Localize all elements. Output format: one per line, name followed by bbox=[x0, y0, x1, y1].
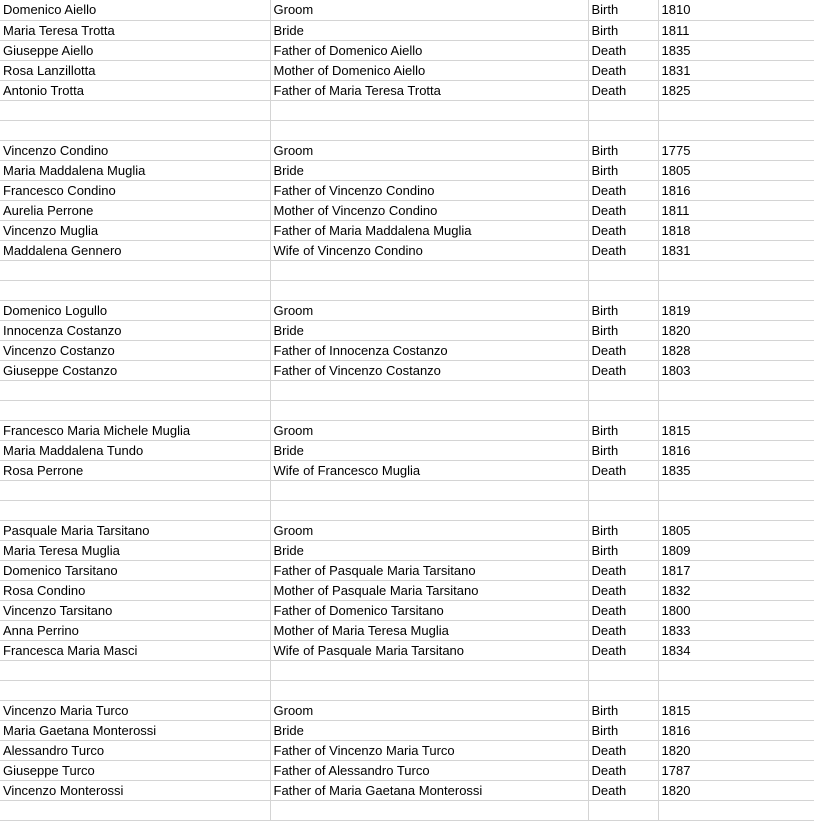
event-cell[interactable] bbox=[588, 280, 658, 300]
table-row bbox=[0, 760, 814, 780]
role-cell[interactable]: Father of Vincenzo Condino bbox=[270, 180, 588, 200]
year-cell[interactable]: 1819 bbox=[658, 300, 814, 320]
role-cell[interactable]: Mother of Pasquale Maria Tarsitano bbox=[270, 580, 588, 600]
table-row bbox=[0, 640, 814, 660]
table-row bbox=[0, 200, 814, 220]
name-cell[interactable]: Aurelia Perrone bbox=[0, 200, 270, 220]
event-cell[interactable]: Death bbox=[588, 460, 658, 480]
name-cell[interactable]: Domenico Aiello bbox=[0, 0, 270, 20]
name-cell[interactable]: Domenico Tarsitano bbox=[0, 560, 270, 580]
name-cell[interactable]: Francesco Maria Michele Muglia bbox=[0, 420, 270, 440]
event-cell[interactable]: Birth bbox=[588, 140, 658, 160]
event-cell[interactable] bbox=[588, 680, 658, 700]
role-cell[interactable]: Groom bbox=[270, 140, 588, 160]
table-row bbox=[0, 500, 814, 520]
event-cell[interactable]: Birth bbox=[588, 20, 658, 40]
table-row bbox=[0, 560, 814, 580]
table-row bbox=[0, 660, 814, 680]
event-cell[interactable] bbox=[588, 100, 658, 120]
event-cell[interactable] bbox=[588, 500, 658, 520]
name-cell[interactable] bbox=[0, 100, 270, 120]
table-row bbox=[0, 300, 814, 320]
role-cell[interactable]: Father of Maria Maddalena Muglia bbox=[270, 220, 588, 240]
year-cell[interactable] bbox=[658, 100, 814, 120]
table-row bbox=[0, 720, 814, 740]
year-cell[interactable]: 1815 bbox=[658, 700, 814, 720]
event-cell[interactable]: Death bbox=[588, 240, 658, 260]
table-row bbox=[0, 140, 814, 160]
name-cell[interactable]: Vincenzo Monterossi bbox=[0, 780, 270, 800]
role-cell[interactable] bbox=[270, 400, 588, 420]
event-cell[interactable]: Death bbox=[588, 740, 658, 760]
year-cell[interactable] bbox=[658, 120, 814, 140]
name-cell[interactable]: Vincenzo Muglia bbox=[0, 220, 270, 240]
role-cell[interactable]: Father of Alessandro Turco bbox=[270, 760, 588, 780]
table-row bbox=[0, 40, 814, 60]
role-cell[interactable]: Father of Maria Teresa Trotta bbox=[270, 80, 588, 100]
event-cell[interactable]: Death bbox=[588, 620, 658, 640]
name-cell[interactable]: Vincenzo Condino bbox=[0, 140, 270, 160]
role-cell[interactable] bbox=[270, 280, 588, 300]
role-cell[interactable] bbox=[270, 800, 588, 820]
role-cell[interactable] bbox=[270, 120, 588, 140]
year-cell[interactable]: 1787 bbox=[658, 760, 814, 780]
year-cell[interactable] bbox=[658, 480, 814, 500]
event-cell[interactable]: Birth bbox=[588, 540, 658, 560]
event-cell[interactable]: Death bbox=[588, 220, 658, 240]
year-cell[interactable]: 1816 bbox=[658, 180, 814, 200]
table-row bbox=[0, 280, 814, 300]
name-cell[interactable] bbox=[0, 480, 270, 500]
name-cell[interactable]: Maria Maddalena Tundo bbox=[0, 440, 270, 460]
table-row bbox=[0, 80, 814, 100]
table-row bbox=[0, 160, 814, 180]
year-cell[interactable] bbox=[658, 680, 814, 700]
name-cell[interactable] bbox=[0, 800, 270, 820]
name-cell[interactable]: Antonio Trotta bbox=[0, 80, 270, 100]
event-cell[interactable]: Death bbox=[588, 560, 658, 580]
year-cell[interactable]: 1810 bbox=[658, 0, 814, 20]
year-cell[interactable]: 1834 bbox=[658, 640, 814, 660]
role-cell[interactable] bbox=[270, 660, 588, 680]
year-cell[interactable]: 1831 bbox=[658, 60, 814, 80]
name-cell[interactable]: Giuseppe Turco bbox=[0, 760, 270, 780]
name-cell[interactable] bbox=[0, 500, 270, 520]
role-cell[interactable]: Father of Innocenza Costanzo bbox=[270, 340, 588, 360]
name-cell[interactable]: Maddalena Gennero bbox=[0, 240, 270, 260]
role-cell[interactable]: Father of Domenico Aiello bbox=[270, 40, 588, 60]
table-row bbox=[0, 680, 814, 700]
role-cell[interactable] bbox=[270, 100, 588, 120]
table-row bbox=[0, 120, 814, 140]
event-cell[interactable]: Death bbox=[588, 180, 658, 200]
role-cell[interactable]: Father of Vincenzo Maria Turco bbox=[270, 740, 588, 760]
event-cell[interactable]: Birth bbox=[588, 300, 658, 320]
year-cell[interactable]: 1835 bbox=[658, 40, 814, 60]
name-cell[interactable]: Vincenzo Costanzo bbox=[0, 340, 270, 360]
event-cell[interactable] bbox=[588, 260, 658, 280]
year-cell[interactable]: 1820 bbox=[658, 320, 814, 340]
year-cell[interactable]: 1828 bbox=[658, 340, 814, 360]
year-cell[interactable] bbox=[658, 400, 814, 420]
table-row bbox=[0, 440, 814, 460]
event-cell[interactable] bbox=[588, 400, 658, 420]
name-cell[interactable] bbox=[0, 260, 270, 280]
event-cell[interactable]: Birth bbox=[588, 320, 658, 340]
name-cell[interactable]: Giuseppe Aiello bbox=[0, 40, 270, 60]
year-cell[interactable]: 1818 bbox=[658, 220, 814, 240]
year-cell[interactable]: 1809 bbox=[658, 540, 814, 560]
year-cell[interactable]: 1805 bbox=[658, 160, 814, 180]
role-cell[interactable]: Groom bbox=[270, 420, 588, 440]
event-cell[interactable]: Death bbox=[588, 360, 658, 380]
name-cell[interactable]: Rosa Lanzillotta bbox=[0, 60, 270, 80]
table-row bbox=[0, 360, 814, 380]
table-row bbox=[0, 260, 814, 280]
event-cell[interactable]: Death bbox=[588, 200, 658, 220]
role-cell[interactable]: Bride bbox=[270, 540, 588, 560]
table-row bbox=[0, 800, 814, 820]
name-cell[interactable]: Pasquale Maria Tarsitano bbox=[0, 520, 270, 540]
year-cell[interactable] bbox=[658, 660, 814, 680]
name-cell[interactable]: Francesca Maria Masci bbox=[0, 640, 270, 660]
role-cell[interactable] bbox=[270, 480, 588, 500]
name-cell[interactable] bbox=[0, 120, 270, 140]
name-cell[interactable]: Francesco Condino bbox=[0, 180, 270, 200]
role-cell[interactable]: Bride bbox=[270, 20, 588, 40]
year-cell[interactable]: 1816 bbox=[658, 720, 814, 740]
table-row bbox=[0, 520, 814, 540]
table-row bbox=[0, 240, 814, 260]
name-cell[interactable] bbox=[0, 680, 270, 700]
role-cell[interactable]: Mother of Maria Teresa Muglia bbox=[270, 620, 588, 640]
event-cell[interactable]: Death bbox=[588, 580, 658, 600]
role-cell[interactable]: Bride bbox=[270, 720, 588, 740]
year-cell[interactable]: 1820 bbox=[658, 780, 814, 800]
table-row bbox=[0, 60, 814, 80]
event-cell[interactable]: Death bbox=[588, 40, 658, 60]
name-cell[interactable]: Domenico Logullo bbox=[0, 300, 270, 320]
table-row bbox=[0, 340, 814, 360]
event-cell[interactable]: Death bbox=[588, 760, 658, 780]
event-cell[interactable]: Death bbox=[588, 640, 658, 660]
role-cell[interactable]: Wife of Pasquale Maria Tarsitano bbox=[270, 640, 588, 660]
role-cell[interactable] bbox=[270, 260, 588, 280]
name-cell[interactable]: Maria Gaetana Monterossi bbox=[0, 720, 270, 740]
table-row bbox=[0, 740, 814, 760]
role-cell[interactable]: Father of Pasquale Maria Tarsitano bbox=[270, 560, 588, 580]
name-cell[interactable] bbox=[0, 380, 270, 400]
year-cell[interactable]: 1811 bbox=[658, 200, 814, 220]
year-cell[interactable]: 1825 bbox=[658, 80, 814, 100]
event-cell[interactable] bbox=[588, 660, 658, 680]
role-cell[interactable]: Father of Vincenzo Costanzo bbox=[270, 360, 588, 380]
name-cell[interactable]: Maria Teresa Trotta bbox=[0, 20, 270, 40]
name-cell[interactable] bbox=[0, 660, 270, 680]
name-cell[interactable]: Innocenza Costanzo bbox=[0, 320, 270, 340]
role-cell[interactable]: Father of Maria Gaetana Monterossi bbox=[270, 780, 588, 800]
event-cell[interactable]: Death bbox=[588, 780, 658, 800]
event-cell[interactable]: Birth bbox=[588, 160, 658, 180]
table-row bbox=[0, 580, 814, 600]
event-cell[interactable] bbox=[588, 480, 658, 500]
year-cell[interactable]: 1831 bbox=[658, 240, 814, 260]
table-row bbox=[0, 380, 814, 400]
role-cell[interactable]: Bride bbox=[270, 320, 588, 340]
role-cell[interactable]: Groom bbox=[270, 520, 588, 540]
role-cell[interactable]: Wife of Francesco Muglia bbox=[270, 460, 588, 480]
name-cell[interactable]: Alessandro Turco bbox=[0, 740, 270, 760]
year-cell[interactable] bbox=[658, 800, 814, 820]
role-cell[interactable] bbox=[270, 500, 588, 520]
year-cell[interactable]: 1805 bbox=[658, 520, 814, 540]
role-cell[interactable] bbox=[270, 680, 588, 700]
event-cell[interactable] bbox=[588, 380, 658, 400]
year-cell[interactable]: 1775 bbox=[658, 140, 814, 160]
event-cell[interactable]: Birth bbox=[588, 520, 658, 540]
table-row bbox=[0, 780, 814, 800]
name-cell[interactable]: Vincenzo Tarsitano bbox=[0, 600, 270, 620]
table-row bbox=[0, 0, 814, 20]
year-cell[interactable]: 1817 bbox=[658, 560, 814, 580]
year-cell[interactable]: 1800 bbox=[658, 600, 814, 620]
event-cell[interactable]: Death bbox=[588, 340, 658, 360]
role-cell[interactable]: Mother of Vincenzo Condino bbox=[270, 200, 588, 220]
name-cell[interactable] bbox=[0, 280, 270, 300]
year-cell[interactable] bbox=[658, 500, 814, 520]
event-cell[interactable] bbox=[588, 120, 658, 140]
table-row bbox=[0, 180, 814, 200]
table-row bbox=[0, 480, 814, 500]
table-row bbox=[0, 460, 814, 480]
name-cell[interactable]: Maria Teresa Muglia bbox=[0, 540, 270, 560]
table-row bbox=[0, 400, 814, 420]
year-cell[interactable] bbox=[658, 380, 814, 400]
year-cell[interactable]: 1835 bbox=[658, 460, 814, 480]
event-cell[interactable] bbox=[588, 800, 658, 820]
role-cell[interactable]: Mother of Domenico Aiello bbox=[270, 60, 588, 80]
event-cell[interactable]: Birth bbox=[588, 700, 658, 720]
event-cell[interactable]: Birth bbox=[588, 0, 658, 20]
name-cell[interactable]: Rosa Condino bbox=[0, 580, 270, 600]
year-cell[interactable]: 1803 bbox=[658, 360, 814, 380]
year-cell[interactable] bbox=[658, 280, 814, 300]
event-cell[interactable]: Death bbox=[588, 600, 658, 620]
name-cell[interactable]: Giuseppe Costanzo bbox=[0, 360, 270, 380]
event-cell[interactable]: Birth bbox=[588, 720, 658, 740]
year-cell[interactable] bbox=[658, 260, 814, 280]
table-row bbox=[0, 20, 814, 40]
role-cell[interactable]: Bride bbox=[270, 160, 588, 180]
role-cell[interactable]: Groom bbox=[270, 700, 588, 720]
year-cell[interactable]: 1833 bbox=[658, 620, 814, 640]
table-row bbox=[0, 620, 814, 640]
table-row bbox=[0, 320, 814, 340]
event-cell[interactable]: Birth bbox=[588, 440, 658, 460]
table-row bbox=[0, 540, 814, 560]
table-row bbox=[0, 600, 814, 620]
name-cell[interactable]: Vincenzo Maria Turco bbox=[0, 700, 270, 720]
year-cell[interactable]: 1832 bbox=[658, 580, 814, 600]
table-row bbox=[0, 220, 814, 240]
year-cell[interactable]: 1820 bbox=[658, 740, 814, 760]
table-row bbox=[0, 700, 814, 720]
event-cell[interactable]: Death bbox=[588, 60, 658, 80]
role-cell[interactable]: Wife of Vincenzo Condino bbox=[270, 240, 588, 260]
name-cell[interactable]: Rosa Perrone bbox=[0, 460, 270, 480]
role-cell[interactable]: Bride bbox=[270, 440, 588, 460]
name-cell[interactable] bbox=[0, 400, 270, 420]
role-cell[interactable]: Groom bbox=[270, 0, 588, 20]
table-row bbox=[0, 100, 814, 120]
table-row bbox=[0, 420, 814, 440]
year-cell[interactable]: 1816 bbox=[658, 440, 814, 460]
role-cell[interactable]: Groom bbox=[270, 300, 588, 320]
role-cell[interactable]: Father of Domenico Tarsitano bbox=[270, 600, 588, 620]
name-cell[interactable]: Anna Perrino bbox=[0, 620, 270, 640]
event-cell[interactable]: Death bbox=[588, 80, 658, 100]
role-cell[interactable] bbox=[270, 380, 588, 400]
year-cell[interactable]: 1811 bbox=[658, 20, 814, 40]
year-cell[interactable]: 1815 bbox=[658, 420, 814, 440]
name-cell[interactable]: Maria Maddalena Muglia bbox=[0, 160, 270, 180]
event-cell[interactable]: Birth bbox=[588, 420, 658, 440]
